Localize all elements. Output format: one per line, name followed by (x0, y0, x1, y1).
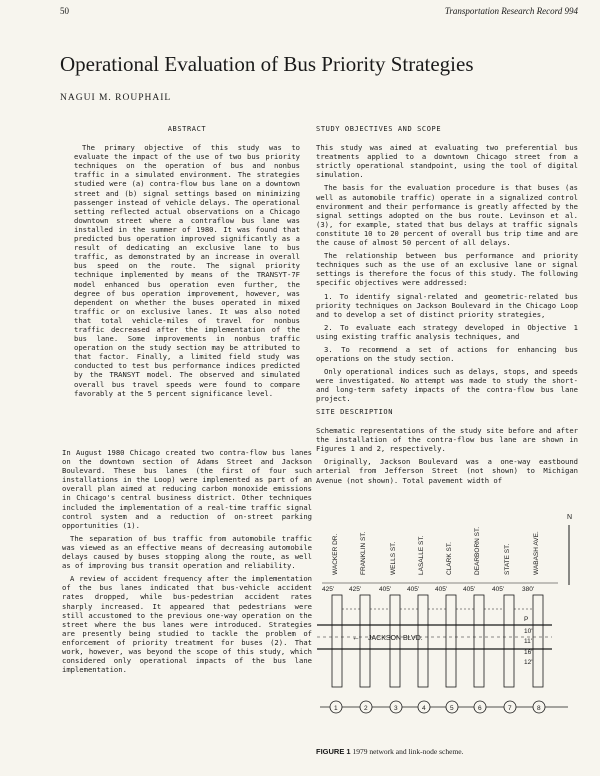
legend-16ft: 16' (524, 649, 533, 656)
author-name: NAGUI M. ROUPHAIL (60, 93, 172, 103)
figure-caption-text: 1979 network and link-node scheme. (352, 747, 464, 756)
spacing-label-7: 405' (492, 586, 505, 593)
node-label-8: 8 (537, 705, 541, 712)
figure-1 (312, 497, 582, 753)
objective-item-1: 1. To identify signal-related and geometric-related bus priority techniques on Jackson Boulevard in the Chicago Loop and to develop a set of distinct priority strategies, (316, 291, 578, 319)
jackson-blvd-label: JACKSON BLVD. (368, 635, 423, 642)
intro-paragraph-1: In August 1980 Chicago created two contra-flow bus lanes on the downtown section of Adams Street and Jackson Boulevard. These bus lanes (the first of four such installations in the Loop) were implemented as part of an overall plan aimed at reducing carbon monoxide emissions in Chicago's central business district. Other techniques included the implementation of a real-time traffic signal control system and a reduction of on-street parking opportunities (1). (62, 448, 312, 530)
node-label-3: 3 (394, 705, 398, 712)
node-label-7: 7 (508, 705, 512, 712)
street-label-lasalle: LASALLE ST. (418, 535, 425, 575)
network-diagram (312, 497, 582, 747)
legend-p: P (524, 616, 529, 623)
abstract-text: The primary objective of this study was to evaluate the impact of the use of two bus priority techniques on the operation of bus and nonbus traffic in a simulated environment. The strategies studied were (a) contra-flow bus lane on a downtown street and (b) signal settings based on minimizing passenger instead of vehicle delays. The operational setting reflected actual observations on a Chicago downtown street where a contraflow bus lane was installed in the summer of 1980. It was found that predicted bus operation improved significantly as a result of dedicating an exclusive lane to bus traffic, as demonstrated by an increase in overall bus speed on the route. The signal priority technique implemented by means of the TRANSYT-7F model enhanced bus operation even further, the degree of bus operation improvement, however, was dependent on whether the buses operated in mixed traffic or on exclusive lanes. It was also noted that total vehicle-miles of travel for nonbus traffic decreased after the implementation of the bus lane. Some improvements in nonbus traffic operation on the study section may be attributed to that factor. Finally, a limited field study was conducted to test bus performance indices predicted by the TRANSYT model. The observed and simulated overall bus travel speeds were found to compare favorably at the 5 percent significance level. (74, 143, 300, 398)
spacing-label-5: 405' (435, 586, 448, 593)
street-label-wacker: WACKER DR. (332, 533, 339, 575)
site-heading: SITE DESCRIPTION (316, 408, 394, 416)
node-label-2: 2 (364, 705, 368, 712)
street-label-wabash: WABASH AVE. (533, 531, 540, 575)
objective-item-2: 2. To evaluate each strategy developed in Objective 1 using existing traffic analysis techniques, and (316, 322, 578, 341)
page-number: 50 (60, 6, 69, 16)
direction-arrow-icon: ← (352, 633, 360, 642)
site-paragraph-1: Schematic representations of the study site before and after the installation of the contra-flow bus lane are shown in Figures 1 and 2, respectively. (316, 426, 578, 454)
objectives-paragraph-1: This study was aimed at evaluating two preferential bus treatments applied to a downtown Chicago street from a strictly operational standpoint, using the tool of digital simulation. (316, 143, 578, 180)
legend-11ft: 11' (524, 638, 532, 645)
spacing-label-8: 380' (522, 586, 535, 593)
node-label-4: 4 (422, 705, 426, 712)
objectives-paragraph-3: The relationship between bus performance and priority techniques such as the use of an exclusive lane or signal settings is therefore the focus of this study. The following specific objectives were addressed: (316, 251, 578, 288)
objectives-section (316, 125, 578, 408)
spacing-label-2: 425' (349, 586, 362, 593)
figure-caption-label: FIGURE 1 (316, 747, 351, 756)
objective-item-3: 3. To recommend a set of actions for enhancing bus operations on the study section. (316, 344, 578, 364)
objectives-heading: STUDY OBJECTIVES AND SCOPE (316, 125, 442, 133)
street-label-wells: WELLS ST. (390, 541, 397, 575)
site-section (316, 408, 578, 489)
abstract-section (62, 125, 312, 402)
objectives-paragraph-4: Only operational indices such as delays, stops, and speeds were investigated. No attempt was made to study the short- and long-term safety impacts of the contra-flow bus lane project. (316, 367, 578, 404)
journal-name: Transportation Research Record 994 (444, 6, 578, 16)
node-label-5: 5 (450, 705, 454, 712)
figure-caption (316, 747, 463, 756)
objectives-paragraph-2: The basis for the evaluation procedure is that buses (as well as automobile traffic) operate in a signalized control environment and their performance is greatly affected by the signal settings adopted on the bus route. Levinson et al. (3), for example, stated that bus delays at traffic signals constitute 10 to 20 percent of overall bus trip time and are the cause of almost 50 percent of all delays. (316, 183, 578, 248)
north-label: N (567, 514, 573, 521)
intro-paragraph-3: A review of accident frequency after the implementation of the bus lanes indicated that bus-vehicle accident rates dropped, while bus-pedestrian accident rates sharply increased. It appeared that pedestrians were still accustomed to the previous one-way operation on the street where the bus lanes were introduced. Strategies are presently being studied to tackle the problem of enforcement of priority treatment for buses (2). That work, however, was beyond the scope of this study, which considered only operational impacts of the bus lane implementation. (62, 574, 312, 675)
street-label-state: STATE ST. (504, 543, 511, 575)
spacing-label-3: 405' (379, 586, 392, 593)
street-label-clark: CLARK ST. (446, 542, 453, 575)
street-label-dearborn: DEARBORN ST. (474, 526, 481, 575)
introduction-section (62, 448, 312, 678)
intro-paragraph-2: The separation of bus traffic from automobile traffic was viewed as an effective means of decreasing automobile delays caused by buses stopping along the route, as well as of improving bus transit operation and reliability. (62, 533, 312, 571)
node-label-1: 1 (334, 705, 338, 712)
spacing-label-1: 425' (322, 586, 335, 593)
paper-title: Operational Evaluation of Bus Priority Strategies (60, 52, 474, 76)
node-label-6: 6 (478, 705, 482, 712)
site-paragraph-2: Originally, Jackson Boulevard was a one-way eastbound arterial from Jefferson Street (not shown) to Michigan Avenue (not shown). Total pavement width of (316, 457, 578, 485)
spacing-label-6: 405' (463, 586, 476, 593)
legend-12ft: 12' (524, 659, 533, 666)
legend-10ft: 10' (524, 628, 533, 635)
abstract-heading: ABSTRACT (167, 125, 207, 133)
street-label-franklin: FRANKLIN ST. (360, 531, 367, 575)
spacing-label-4: 405' (407, 586, 420, 593)
